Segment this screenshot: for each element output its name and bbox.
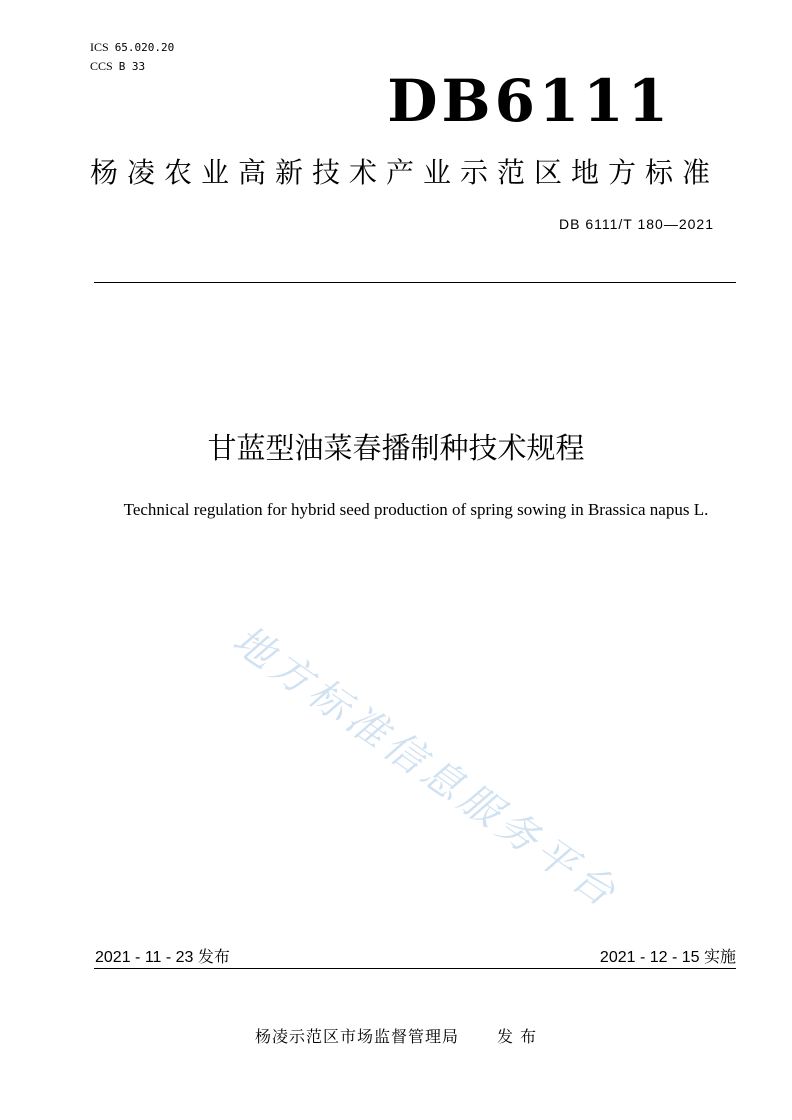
ics-value: 65.020.20 <box>114 41 175 54</box>
issuer-line <box>0 1024 792 1047</box>
classification-codes <box>90 38 174 76</box>
ccs-value: B 33 <box>118 60 146 73</box>
ics-label: ICS <box>90 40 109 54</box>
issue-date: 2021 - 11 - 23 发布 <box>95 949 230 966</box>
ccs-row <box>90 57 174 76</box>
standard-type: 杨凌农业高新技术产业示范区地方标准 <box>90 156 720 189</box>
top-divider <box>94 282 736 283</box>
ics-row <box>90 38 174 57</box>
ccs-label: CCS <box>90 59 113 73</box>
watermark: 地方标准信息服务平台 <box>224 616 628 919</box>
issuer-name: 杨凌示范区市场监督管理局 <box>254 1027 459 1046</box>
document-title-chinese: 甘蓝型油菜春播制种技术规程 <box>207 431 585 465</box>
db-code: DB6111 <box>387 67 672 135</box>
issuer-action: 发 布 <box>496 1027 538 1046</box>
implementation-date: 2021 - 12 - 15 实施 <box>599 949 736 966</box>
bottom-divider <box>94 968 736 969</box>
standard-number: DB 6111/T 180—2021 <box>559 216 714 232</box>
document-title-english: Technical regulation for hybrid seed production of spring sowing in Brassica napus L. <box>123 500 709 519</box>
